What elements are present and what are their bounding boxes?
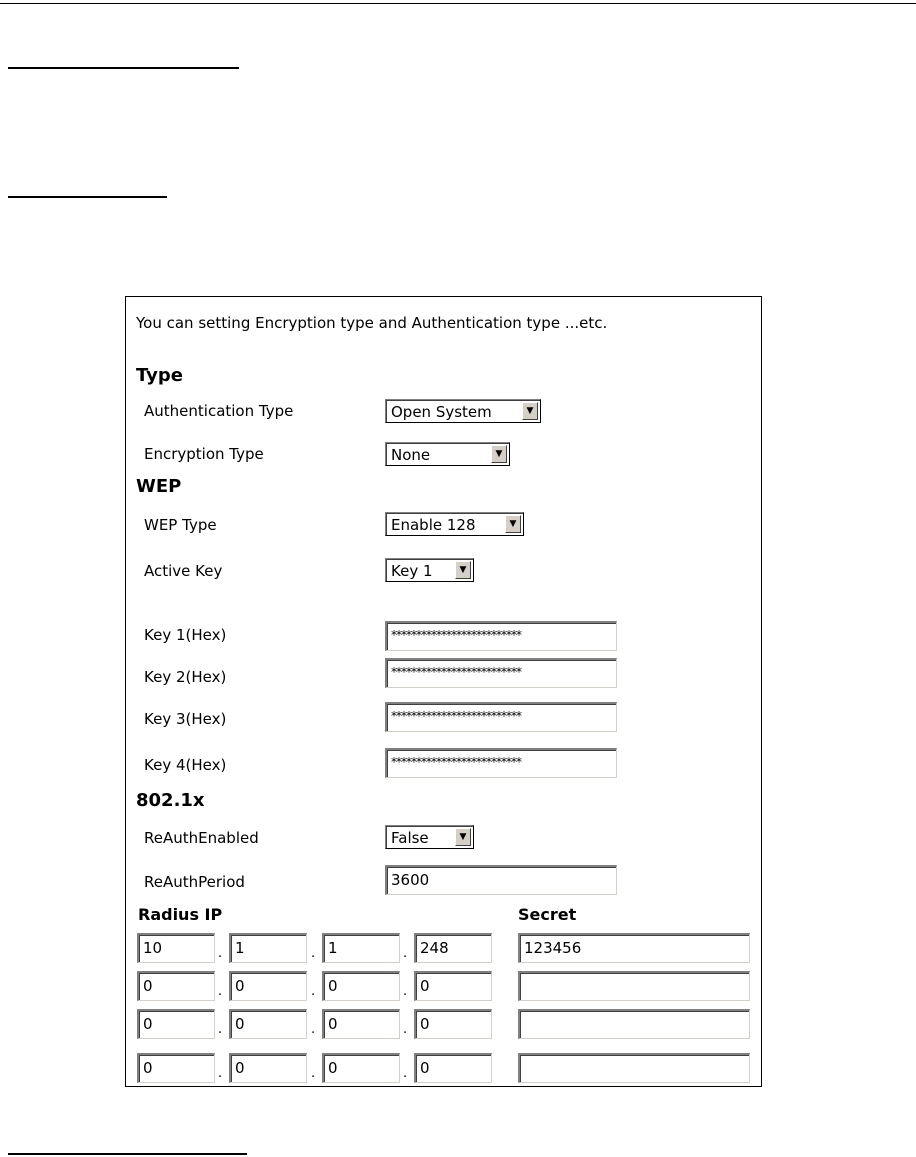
radius-1-octet-4[interactable] xyxy=(414,933,492,963)
radius-3-secret-input[interactable] xyxy=(518,1009,750,1039)
radius-2-octet-1[interactable] xyxy=(137,971,215,1001)
intro-text: You can setting Encryption type and Authentication type ...etc. xyxy=(136,314,608,332)
active-key-select[interactable] xyxy=(385,558,474,582)
radius-3-octet-1[interactable] xyxy=(137,1009,215,1039)
radius-1-octet-1[interactable] xyxy=(137,933,215,963)
key-3-value: ************************** xyxy=(391,709,521,723)
radius-2-octet-2[interactable] xyxy=(229,971,307,1001)
radius-1-octet-3-value: 1 xyxy=(328,939,338,957)
chevron-down-icon[interactable]: ▼ xyxy=(455,561,471,579)
chevron-down-icon[interactable]: ▼ xyxy=(505,515,521,533)
radius-3-octet-3[interactable] xyxy=(322,1009,400,1039)
authentication-type-value: Open System xyxy=(391,403,492,421)
ip-separator: . xyxy=(218,946,223,961)
radius-2-octet-3[interactable] xyxy=(322,971,400,1001)
ip-separator: . xyxy=(311,1022,316,1037)
top-rule xyxy=(0,3,916,4)
wep-type-label: WEP Type xyxy=(144,516,217,534)
radius-3-octet-2[interactable] xyxy=(229,1009,307,1039)
ip-separator: . xyxy=(218,1066,223,1081)
radius-3-octet-4-value: 0 xyxy=(420,1015,430,1033)
ip-separator: . xyxy=(403,984,408,999)
ip-separator: . xyxy=(218,1022,223,1037)
encryption-type-select[interactable] xyxy=(385,442,510,466)
radius-1-octet-4-value: 248 xyxy=(420,939,449,957)
chevron-down-icon[interactable]: ▼ xyxy=(491,445,507,463)
section-title-type: Type xyxy=(136,365,183,386)
radius-4-octet-3-value: 0 xyxy=(328,1059,338,1077)
radius-4-octet-4-value: 0 xyxy=(420,1059,430,1077)
radius-2-octet-2-value: 0 xyxy=(235,977,245,995)
radius-2-octet-3-value: 0 xyxy=(328,977,338,995)
key-1-label: Key 1(Hex) xyxy=(144,626,227,644)
wep-type-select[interactable] xyxy=(385,512,524,536)
ip-separator: . xyxy=(311,1066,316,1081)
radius-4-secret-input[interactable] xyxy=(518,1053,750,1083)
radius-4-octet-4[interactable] xyxy=(414,1053,492,1083)
authentication-type-label: Authentication Type xyxy=(144,402,294,420)
section-title-wep: WEP xyxy=(136,476,182,497)
radius-1-secret-input[interactable] xyxy=(518,933,750,963)
active-key-label: Active Key xyxy=(144,562,223,580)
radius-3-octet-1-value: 0 xyxy=(143,1015,153,1033)
radius-2-octet-4[interactable] xyxy=(414,971,492,1001)
section-title-802-1x: 802.1x xyxy=(136,790,205,811)
key-3-label: Key 3(Hex) xyxy=(144,710,227,728)
radius-3-octet-4[interactable] xyxy=(414,1009,492,1039)
radius-4-octet-2-value: 0 xyxy=(235,1059,245,1077)
authentication-type-select[interactable] xyxy=(385,399,541,423)
key-2-value: ************************** xyxy=(391,665,521,679)
ip-separator: . xyxy=(403,1066,408,1081)
radius-3-octet-3-value: 0 xyxy=(328,1015,338,1033)
radius-1-octet-1-value: 10 xyxy=(143,939,163,957)
key-1-input[interactable] xyxy=(385,621,617,651)
radius-2-secret-input[interactable] xyxy=(518,971,750,1001)
radius-1-octet-2-value: 1 xyxy=(235,939,245,957)
radius-4-octet-2[interactable] xyxy=(229,1053,307,1083)
active-key-value: Key 1 xyxy=(391,562,433,580)
ip-separator: . xyxy=(218,984,223,999)
radius-2-octet-4-value: 0 xyxy=(420,977,430,995)
key-4-value: ************************** xyxy=(391,755,521,769)
reauth-enabled-value: False xyxy=(391,829,429,847)
encryption-type-value: None xyxy=(391,446,431,464)
reauth-enabled-select[interactable] xyxy=(385,825,474,849)
key-4-input[interactable] xyxy=(385,748,617,778)
heading-underline-1 xyxy=(8,67,239,69)
chevron-down-icon[interactable]: ▼ xyxy=(455,828,471,846)
encryption-type-label: Encryption Type xyxy=(144,445,264,463)
radius-1-octet-3[interactable] xyxy=(322,933,400,963)
radius-1-secret-value: 123456 xyxy=(524,939,582,957)
wep-type-value: Enable 128 xyxy=(391,516,476,534)
chevron-down-icon[interactable]: ▼ xyxy=(522,402,538,420)
security-settings-panel xyxy=(125,296,762,1087)
key-2-label: Key 2(Hex) xyxy=(144,668,227,686)
reauth-period-value: 3600 xyxy=(391,871,430,889)
ip-separator: . xyxy=(403,1022,408,1037)
heading-underline-2 xyxy=(8,196,167,198)
key-4-label: Key 4(Hex) xyxy=(144,756,227,774)
radius-3-octet-2-value: 0 xyxy=(235,1015,245,1033)
ip-separator: . xyxy=(311,984,316,999)
radius-ip-header: Radius IP xyxy=(138,905,223,924)
ip-separator: . xyxy=(311,946,316,961)
heading-underline-3 xyxy=(8,1153,247,1155)
reauth-enabled-label: ReAuthEnabled xyxy=(144,829,259,847)
radius-2-octet-1-value: 0 xyxy=(143,977,153,995)
secret-header: Secret xyxy=(518,905,577,924)
radius-4-octet-3[interactable] xyxy=(322,1053,400,1083)
radius-4-octet-1-value: 0 xyxy=(143,1059,153,1077)
reauth-period-input[interactable] xyxy=(385,865,617,895)
key-3-input[interactable] xyxy=(385,702,617,732)
radius-1-octet-2[interactable] xyxy=(229,933,307,963)
reauth-period-label: ReAuthPeriod xyxy=(144,873,245,891)
ip-separator: . xyxy=(403,946,408,961)
radius-4-octet-1[interactable] xyxy=(137,1053,215,1083)
key-1-value: ************************** xyxy=(391,628,521,642)
key-2-input[interactable] xyxy=(385,658,617,688)
